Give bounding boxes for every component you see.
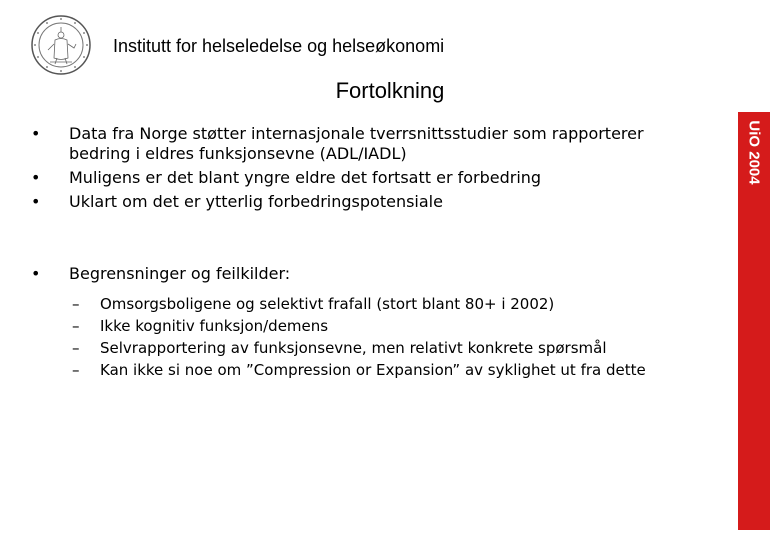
list-item <box>30 264 720 284</box>
list-item <box>30 124 720 164</box>
institution-name: Institutt for helseledelse og helseøkonomi <box>113 36 445 56</box>
side-label-text: UiO 2004 <box>745 119 763 185</box>
list-item-text: Uklart om det er ytterlig forbedringspotensiale <box>69 192 443 211</box>
list-item-text: Kan ikke si noe om ”Compression or Expansion” av syklighet ut fra dette <box>100 361 646 379</box>
limitations-list <box>72 294 712 382</box>
list-item-text: Selvrapportering av funksjonsevne, men relativt konkrete spørsmål <box>100 339 607 357</box>
side-label <box>738 112 770 192</box>
dash-marker: – <box>72 339 80 357</box>
list-item-text: Ikke kognitiv funksjon/demens <box>100 317 329 335</box>
dash-marker: – <box>72 295 80 313</box>
bullet-marker: • <box>31 168 41 187</box>
findings-list <box>30 124 720 216</box>
list-item-text: Omsorgsboligene og selektivt frafall (stort blant 80+ i 2002) <box>100 295 555 313</box>
slide-title: Fortolkning <box>335 78 445 103</box>
dash-marker: – <box>72 361 80 379</box>
list-item <box>30 168 720 188</box>
limitations-section <box>30 264 720 288</box>
list-item <box>72 316 712 337</box>
list-item-text: Data fra Norge støtter internasjonale tverrsnittsstudier som rapporterer bedring i eldres funksjonsevne (ADL/IADL) <box>69 124 644 163</box>
list-item <box>72 360 712 381</box>
list-item <box>30 192 720 212</box>
list-item <box>72 294 712 315</box>
bullet-marker: • <box>31 264 41 283</box>
bullet-marker: • <box>31 124 41 143</box>
university-seal-icon <box>30 14 92 76</box>
bullet-marker: • <box>31 192 41 211</box>
limitations-heading: Begrensninger og feilkilder: <box>69 264 291 283</box>
dash-marker: – <box>72 317 80 335</box>
list-item-text: Muligens er det blant yngre eldre det fortsatt er forbedring <box>69 168 542 187</box>
list-item <box>72 338 712 359</box>
